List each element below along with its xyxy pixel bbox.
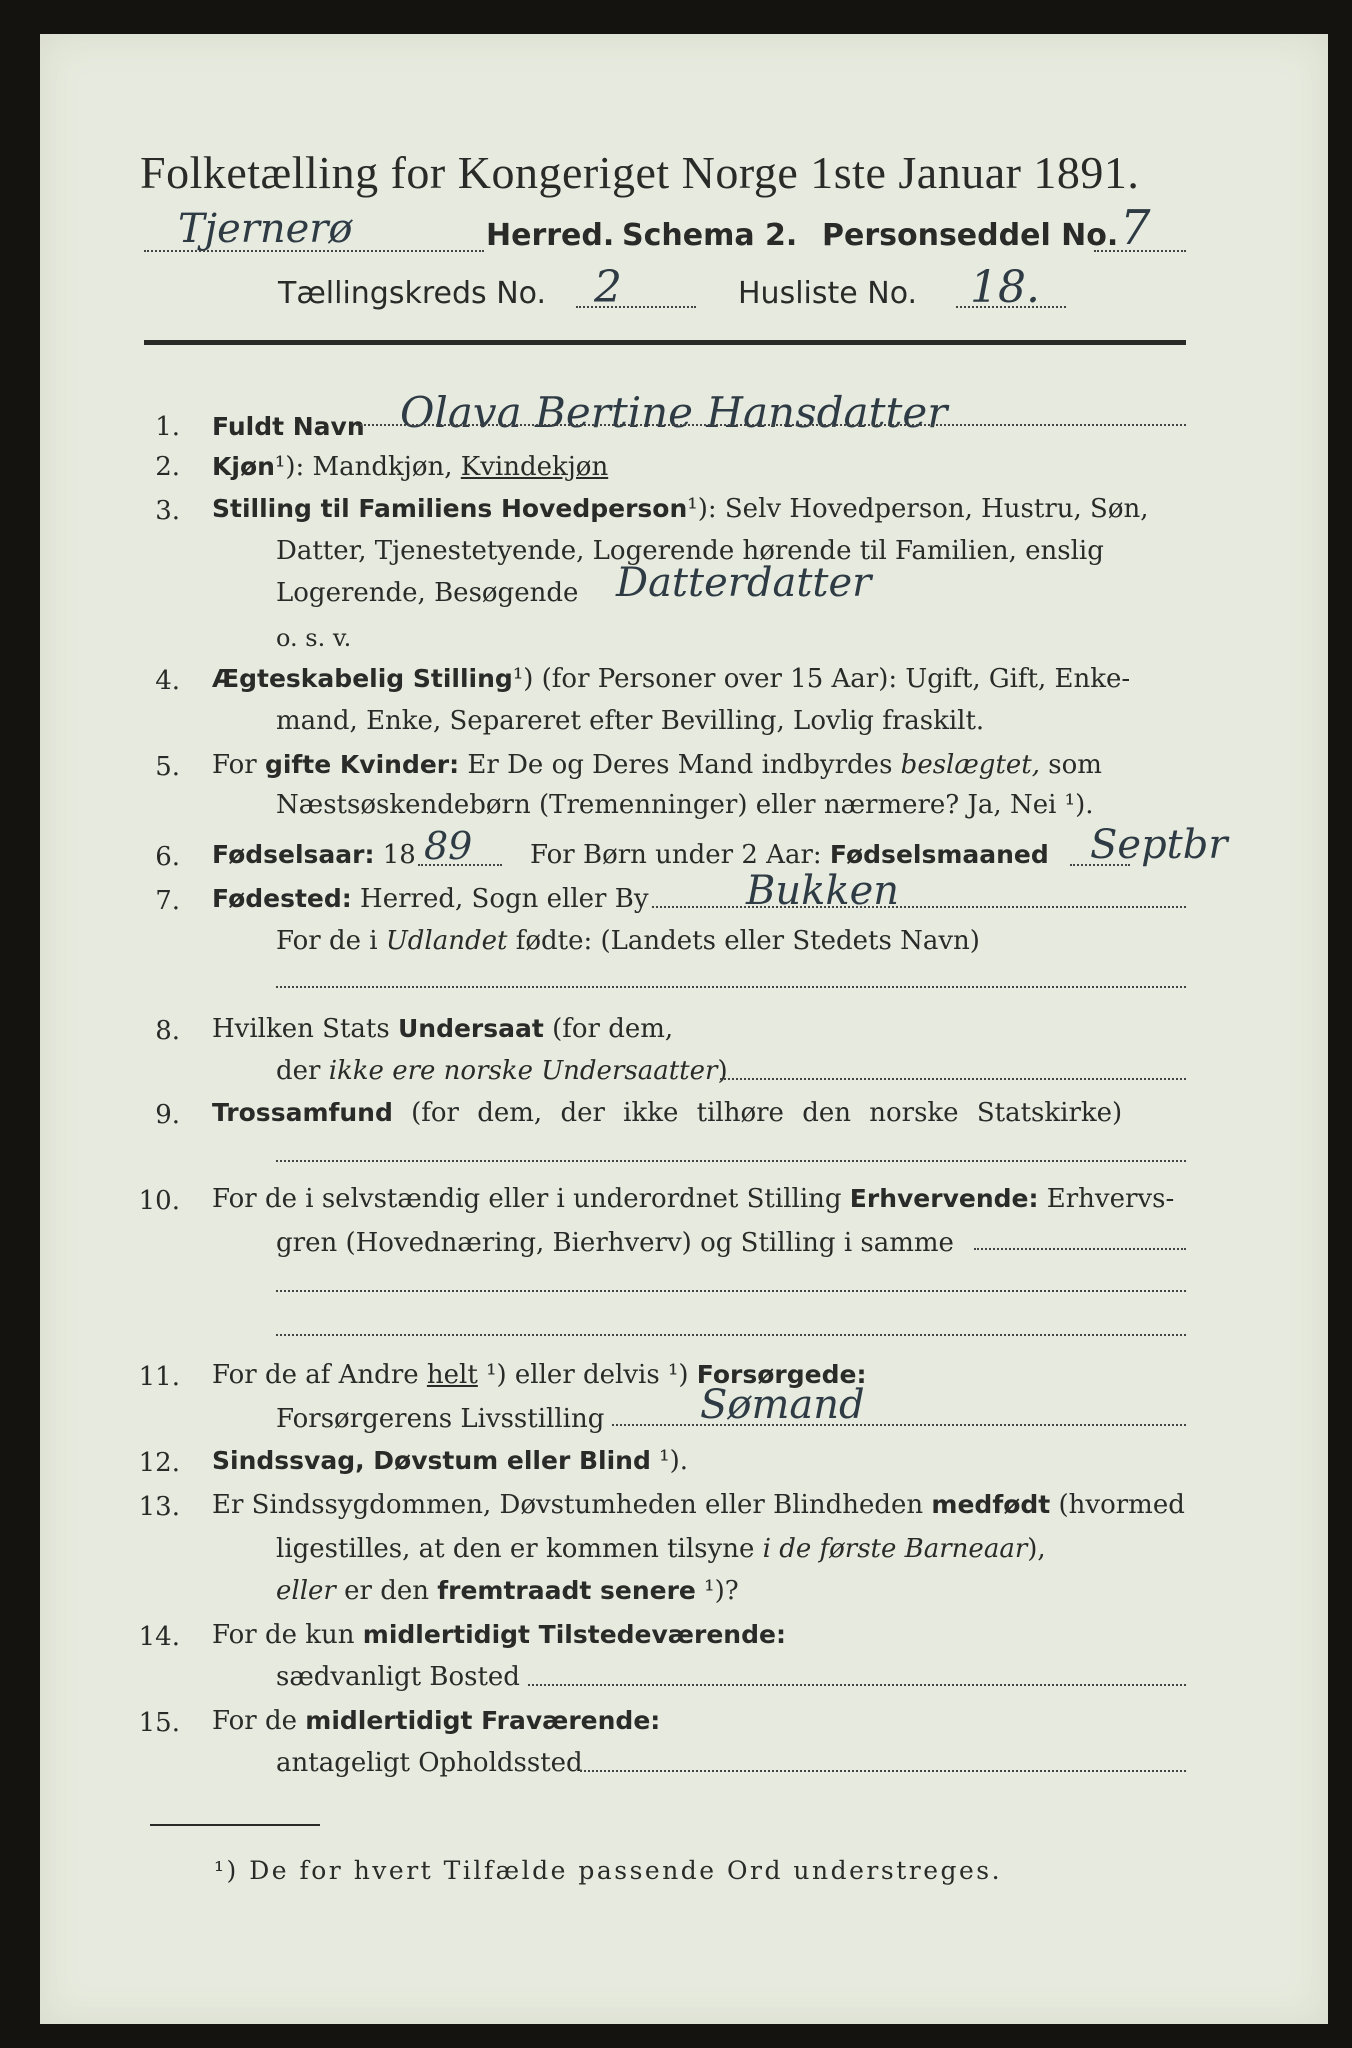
- stay-fill-line: [580, 1770, 1186, 1772]
- item-label: Forsørgede:: [696, 1360, 867, 1389]
- birth-month-value: Septbr: [1090, 822, 1228, 868]
- item-text-rest: ¹): Mandkjøn,: [274, 452, 461, 482]
- item-text: [212, 1706, 660, 1736]
- item-text: [212, 1184, 1174, 1214]
- item-number: 5.: [155, 752, 180, 782]
- item-number: 15.: [138, 1708, 180, 1738]
- husliste-fill-line: [956, 306, 1066, 308]
- item-label: Trossamfund: [212, 1098, 393, 1127]
- kreds-value: 2: [594, 262, 622, 313]
- item-number: 8.: [155, 1016, 180, 1046]
- item-text-line: der ikke ere norske Undersaatter): [276, 1056, 728, 1086]
- item-text-line: mand, Enke, Separeret efter Bevilling, Lovlig fraskilt.: [276, 706, 985, 736]
- personseddel-label: Personseddel No.: [822, 218, 1119, 253]
- supported-underlined-option: helt: [426, 1360, 478, 1390]
- item-text: [212, 1446, 688, 1476]
- item-number: 2.: [155, 452, 180, 482]
- item-number: 3.: [155, 496, 180, 526]
- item-text-rest: (for dem,: [543, 1014, 674, 1044]
- item-text-pre: For de i selvstændig eller i underordnet Stilling: [212, 1184, 850, 1214]
- item-text: [530, 840, 1049, 870]
- item-text-pre: For de: [212, 1706, 306, 1736]
- occupation-fill-line-2: [276, 1290, 1186, 1292]
- personseddel-value: 7: [1120, 200, 1151, 256]
- item-number: 14.: [138, 1622, 180, 1652]
- birth-year-value: 89: [424, 824, 473, 868]
- item-text-line: Forsørgerens Livsstilling: [276, 1404, 605, 1434]
- item-text-line: Logerende, Besøgende: [276, 578, 579, 608]
- provider-fill-line: [612, 1424, 1186, 1426]
- item-label: Fødested:: [212, 884, 352, 913]
- item-number: 9.: [155, 1100, 180, 1130]
- item-text-rest: ¹): Selv Hovedperson, Hustru, Søn,: [687, 494, 1149, 524]
- item-number: 7.: [155, 886, 180, 916]
- item-text-line: antageligt Opholdssted: [276, 1748, 583, 1778]
- full-name-value: Olava Bertine Hansdatter: [400, 388, 948, 437]
- item-text-rest: ¹) eller delvis ¹): [477, 1360, 697, 1390]
- husliste-label: Husliste No.: [738, 276, 918, 311]
- form-title: Folketælling for Kongeriget Norge 1ste Januar 1891.: [140, 147, 1140, 198]
- item-label: gifte Kvinder:: [264, 750, 460, 779]
- item-label: Fødselsmaaned: [829, 840, 1049, 869]
- item-label: Kjøn: [212, 452, 275, 481]
- item-text-italic: i de første Barneaar: [762, 1534, 1028, 1564]
- item-text-line: Datter, Tjenestetyende, Logerende hørende til Familien, enslig: [276, 536, 1104, 566]
- item-number: 6.: [155, 842, 180, 872]
- residence-fill-line: [528, 1684, 1186, 1686]
- item-text-pre: ligestilles, at den er kommen tilsyne: [276, 1534, 763, 1564]
- item-label: Fuldt Navn: [212, 412, 365, 441]
- item-text-line: sædvanligt Bosted: [276, 1662, 520, 1692]
- item-text-line: [276, 1576, 739, 1606]
- birth-year-fill-line: [418, 864, 502, 866]
- item-text: [212, 494, 1149, 524]
- item-text-pre: Er Sindssygdommen, Døvstumheden eller Blindheden: [212, 1490, 932, 1520]
- item-text: [212, 1620, 786, 1650]
- item-text-end: ),: [1027, 1534, 1046, 1564]
- herred-fill-line: [144, 250, 484, 252]
- item-text-pre: der: [276, 1056, 329, 1086]
- item-number: 12.: [138, 1448, 180, 1478]
- item-number: 13.: [138, 1492, 180, 1522]
- provider-occupation-value: Sømand: [700, 1382, 865, 1428]
- item-text: [212, 452, 608, 482]
- footnote: ¹) De for hvert Tilfælde passende Ord understreges.: [214, 1856, 1003, 1885]
- item-label: Erhvervende:: [849, 1184, 1039, 1213]
- item-text-end: som: [1040, 750, 1102, 780]
- item-text-rest: ¹) (for Personer over 15 Aar): Ugift, Gift, Enke-: [512, 664, 1131, 694]
- item-text-line: o. s. v.: [276, 624, 352, 652]
- item-text-pre: For de af Andre: [212, 1360, 427, 1390]
- item-text-end: ¹)?: [695, 1576, 739, 1606]
- item-text: [212, 664, 1130, 694]
- item-number: 4.: [155, 666, 180, 696]
- schema-label: Schema 2.: [622, 218, 798, 253]
- item-text-line: [276, 926, 980, 956]
- header-rule: [144, 340, 1186, 345]
- foreign-birthplace-fill-line: [276, 986, 1186, 988]
- husliste-value: 18.: [970, 262, 1040, 313]
- item-text-pre: Hvilken Stats: [212, 1014, 398, 1044]
- full-name-fill-line: [356, 424, 1186, 426]
- item-text-italic: Udlandet: [385, 926, 508, 956]
- personseddel-fill-line: [1094, 250, 1186, 252]
- kreds-fill-line: [576, 306, 696, 308]
- item-text-line: Næstsøskendebørn (Tremenninger) eller nærmere? Ja, Nei ¹).: [276, 790, 1094, 820]
- item-label: Sindssvag, Døvstum eller Blind: [212, 1446, 651, 1475]
- item-label: medfødt: [931, 1490, 1051, 1519]
- herred-value: Tjernerø: [178, 206, 353, 252]
- item-text: [212, 884, 649, 914]
- item-text-rest: Herred, Sogn eller By: [351, 884, 649, 914]
- item-text-pre: er den: [335, 1576, 438, 1606]
- birth-month-fill-line: [1070, 864, 1130, 866]
- item-label: midlertidigt Fraværende:: [305, 1706, 661, 1735]
- item-text-italic: beslægtet,: [900, 750, 1040, 780]
- item-label: Fødselsaar:: [212, 840, 375, 869]
- sex-underlined-option: Kvindekjøn: [460, 452, 609, 482]
- citizenship-fill-line: [720, 1078, 1186, 1080]
- footnote-rule: [150, 1824, 320, 1826]
- item-text: [212, 1014, 673, 1044]
- occupation-fill-line-3: [276, 1334, 1186, 1336]
- birthplace-fill-line: [652, 906, 1186, 908]
- item-text: [212, 1490, 1185, 1520]
- item-text-line: gren (Hovednæring, Bierhverv) og Stilling i samme: [276, 1228, 954, 1258]
- item-label: fremtraadt senere: [437, 1576, 696, 1605]
- item-text: [212, 840, 416, 870]
- religion-fill-line: [276, 1160, 1186, 1162]
- occupation-fill-line: [974, 1248, 1186, 1250]
- item-number: 10.: [138, 1186, 180, 1216]
- item-text-pre: For de i: [276, 926, 386, 956]
- item-text-rest: (hvormed: [1050, 1490, 1185, 1520]
- family-position-value: Datterdatter: [616, 560, 872, 606]
- birthplace-value: Bukken: [746, 868, 900, 914]
- item-text-line: [276, 1534, 1046, 1564]
- item-text: [212, 1098, 1122, 1128]
- item-text-italic: eller: [276, 1576, 336, 1606]
- item-label: Stilling til Familiens Hovedperson: [212, 494, 688, 523]
- item-text-rest: For Børn under 2 Aar:: [530, 840, 830, 870]
- item-text-rest: Erhvervs-: [1038, 1184, 1175, 1214]
- item-number: 11.: [138, 1362, 180, 1392]
- herred-label: Herred.: [486, 218, 615, 253]
- item-text-pre: For: [212, 750, 265, 780]
- item-text-pre: For de kun: [212, 1620, 363, 1650]
- item-label: Ægteskabelig Stilling: [212, 664, 513, 693]
- item-label: midlertidigt Tilstedeværende:: [362, 1620, 786, 1649]
- item-text: [212, 750, 1102, 780]
- item-number: 1.: [155, 412, 180, 442]
- item-text-italic: ikke ere norske Undersaatter: [328, 1056, 718, 1086]
- item-text-rest: ¹).: [650, 1446, 688, 1476]
- item-text-rest: (for dem, der ikke tilhøre den norske Statskirke): [392, 1098, 1123, 1128]
- birth-year-prefix: 18: [374, 840, 416, 870]
- item-text-rest: fødte: (Landets eller Stedets Navn): [507, 926, 980, 956]
- item-label: Undersaat: [397, 1014, 544, 1043]
- kreds-label: Tællingskreds No.: [278, 276, 546, 311]
- item-text-rest: Er De og Deres Mand indbyrdes: [459, 750, 901, 780]
